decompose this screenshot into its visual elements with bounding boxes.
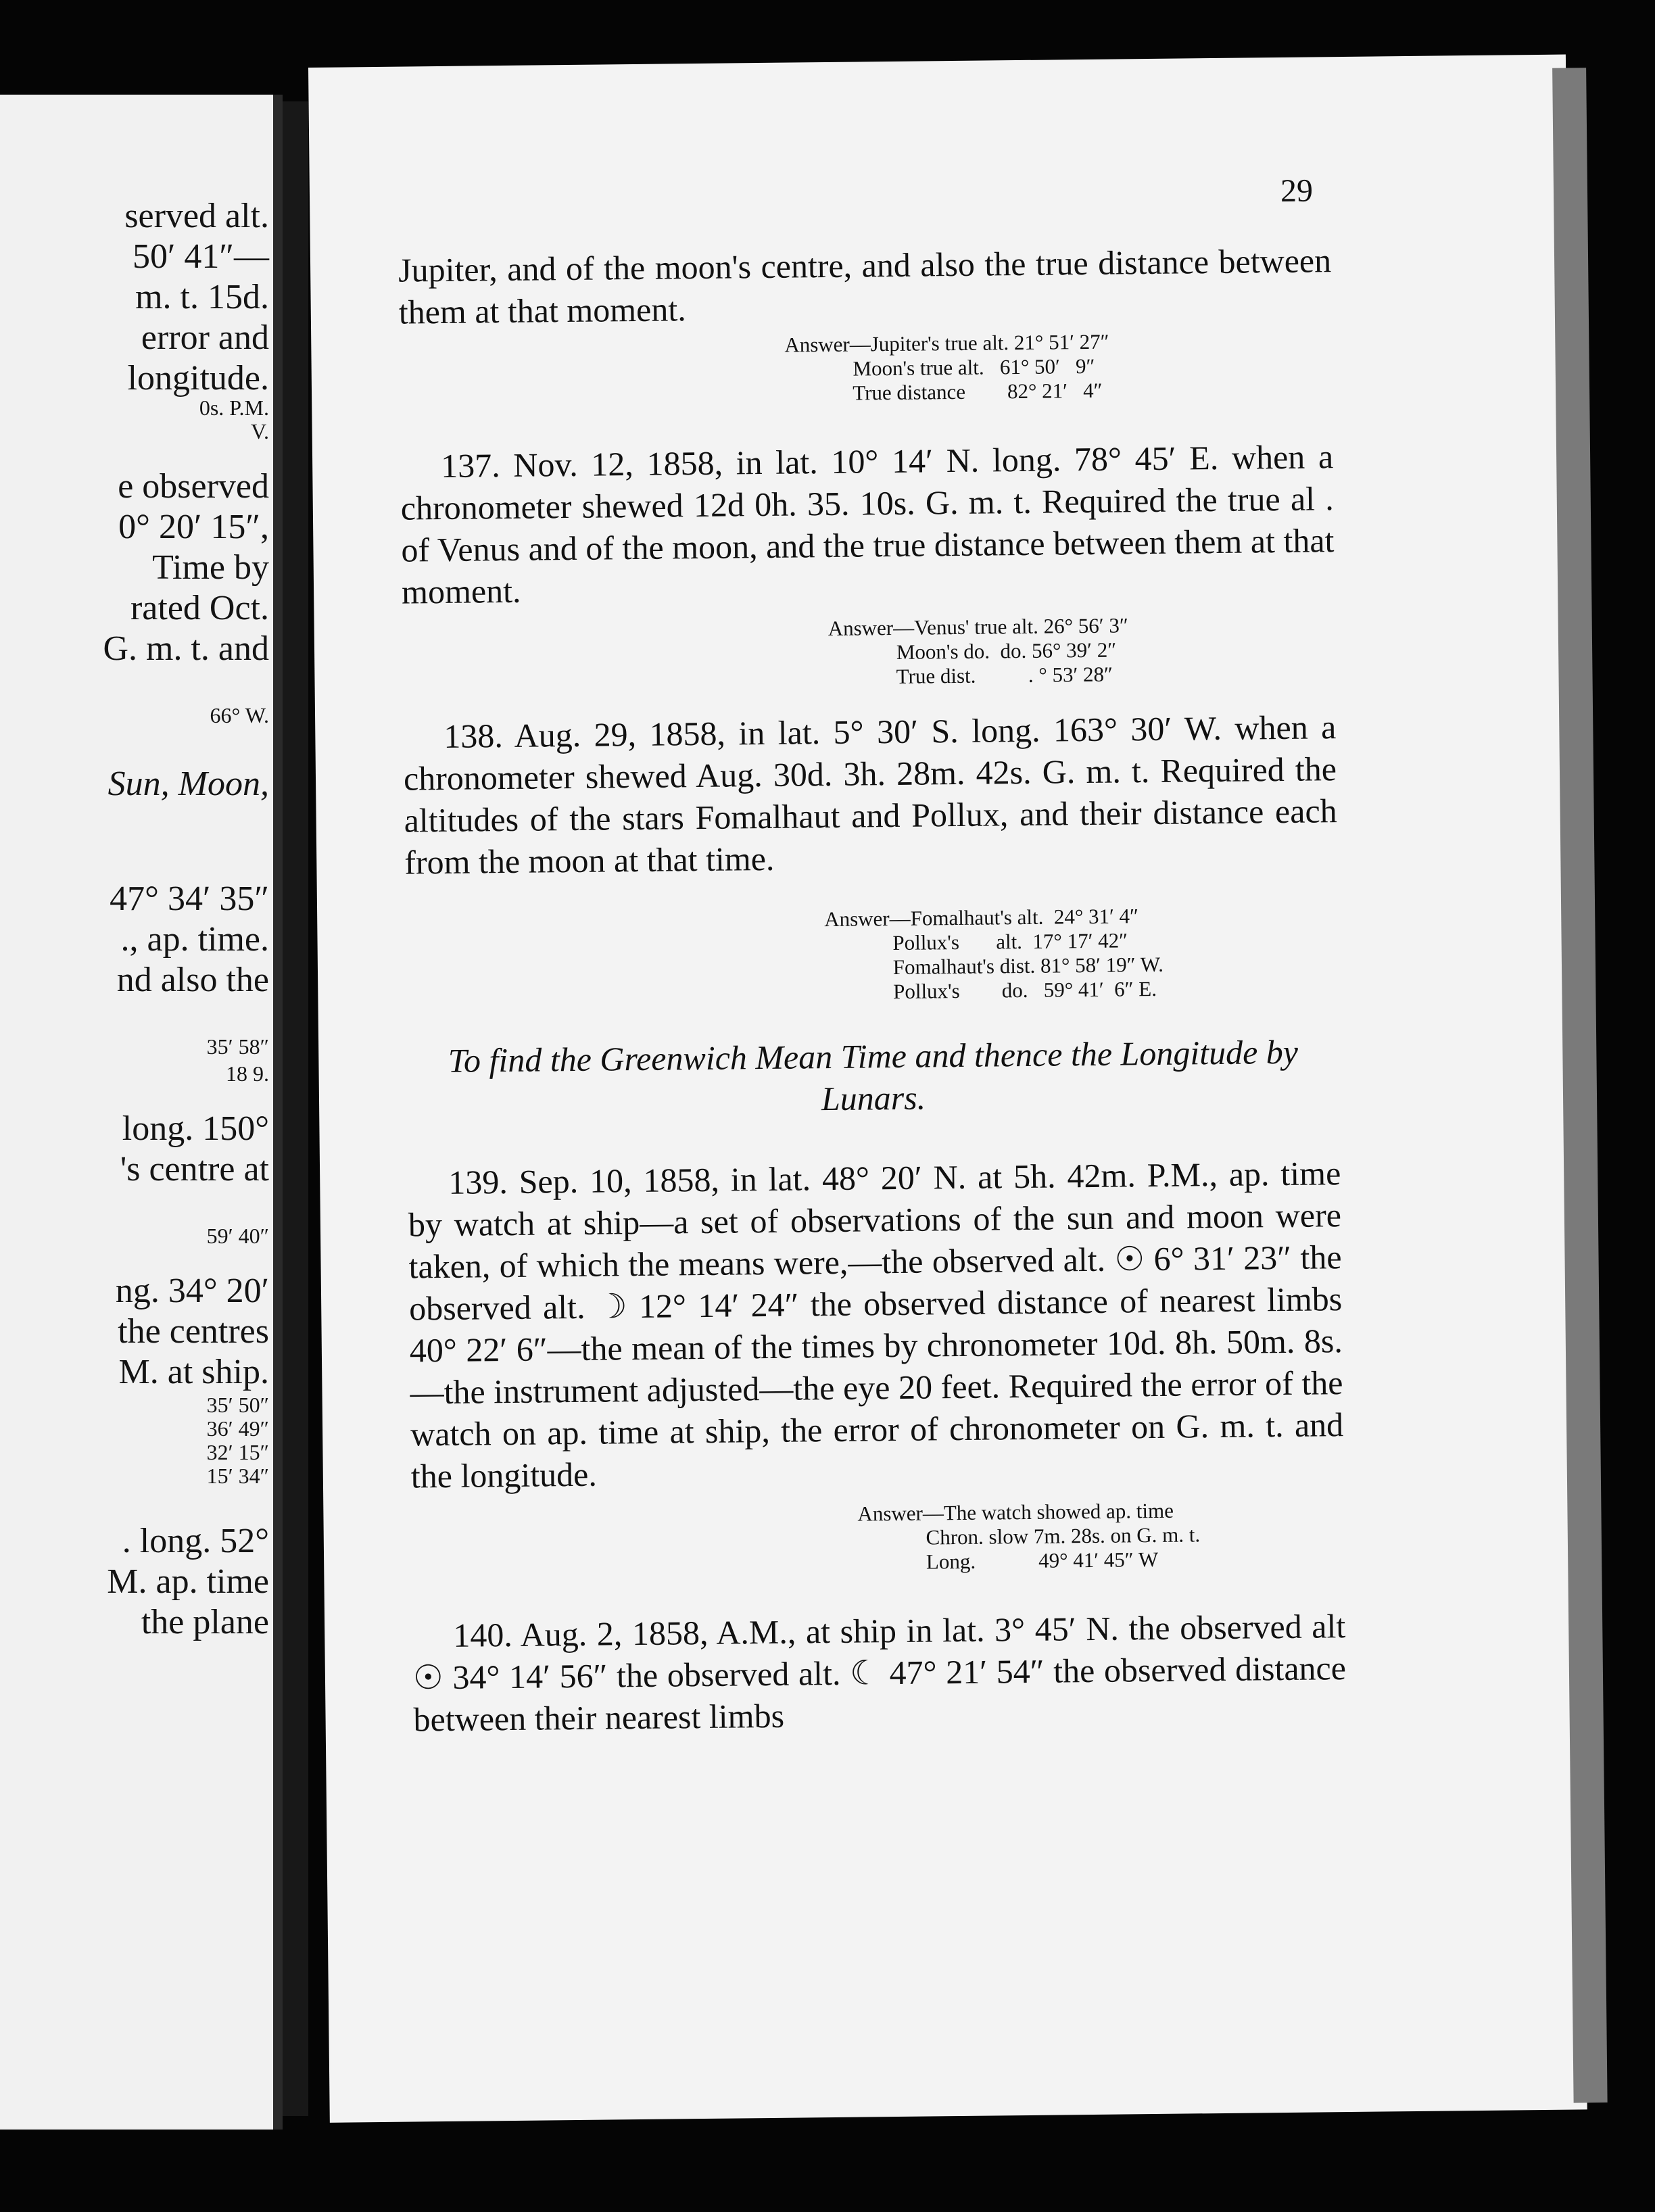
- problem-137: 137. Nov. 12, 1858, in lat. 10° 14′ N. long. 78° 45′ E. when a chronometer shewed 12d 0h. 35. 10s. G. m. t. Required the true al . of Venus and of the moon, and the true distance between them at that moment.: [400, 437, 1335, 611]
- left-page-fragment: M. at ship.: [118, 1353, 269, 1391]
- left-page-fragment: e observed: [118, 467, 269, 506]
- left-page-fragment: 47° 34′ 35″: [110, 880, 269, 918]
- left-page-fragment: m. t. 15d.: [135, 278, 269, 316]
- left-page-fragment: served alt.: [124, 197, 269, 235]
- left-page-fragment: 35′ 58″: [206, 1034, 269, 1059]
- problem-138: 138. Aug. 29, 1858, in lat. 5° 30′ S. long. 163° 30′ W. when a chronometer shewed Aug. 30d. 3h. 28m. 42s. G. m. t. Required the altitudes of the stars Fomalhaut and Pollux, and their distance each from the moon at that time.: [403, 708, 1337, 882]
- left-page-fragment: ng. 34° 20′: [115, 1272, 269, 1310]
- left-page-fragment: 15′ 34″: [206, 1464, 269, 1488]
- page-edge-shadow: [1552, 68, 1608, 2102]
- left-page-edge: [273, 95, 283, 2130]
- left-page-fragment: 's centre at: [120, 1150, 269, 1188]
- left-page-fragment: 0° 20′ 15″,: [118, 508, 269, 546]
- left-page-fragment: the plane: [141, 1603, 269, 1641]
- page-number: 29: [1280, 172, 1314, 209]
- left-page-fragment: rated Oct.: [130, 589, 269, 627]
- left-page-fragment: long. 150°: [122, 1109, 269, 1148]
- left-page-fragment: error and: [141, 318, 269, 357]
- left-page-fragment: ., ap. time.: [120, 920, 269, 959]
- left-page-fragment: 18 9.: [226, 1061, 269, 1086]
- answer-138: Answer—Fomalhaut's alt. 24° 31′ 4″ Pollux's alt. 17° 17′ 42″ Fomalhaut's dist. 81° 58′ 19″ W. Pollux's do. 59° 41′ 6″ E.: [824, 904, 1164, 1005]
- problem-136-continuation: Jupiter, and of the moon's centre, and also the true distance between them at that moment.: [398, 241, 1332, 331]
- right-page: [308, 55, 1587, 2123]
- left-page-fragment: 36′ 49″: [206, 1416, 269, 1441]
- left-page-fragment: V.: [251, 419, 269, 443]
- left-page-fragment: nd also the: [116, 961, 269, 999]
- problem-139: 139. Sep. 10, 1858, in lat. 48° 20′ N. at 5h. 42m. P.M., ap. time by watch at ship—a set of observations of the sun and moon were taken, of which the means were,—the observed alt. ☉ 6° 31′ 23″ the observed alt. ☽ 12° 14′ 24″ the observed distance of nearest limbs 40° 22′ 6″—the mean of the times by chronometer 10d. 8h. 50m. 8s.—the instrument adjusted—the eye 20 feet. Required the error of the watch on ap. time at ship, the error of chronometer on G. m. t. and the longitude.: [408, 1154, 1344, 1495]
- left-page-fragment: longitude.: [127, 359, 269, 398]
- left-page-fragment: 66° W.: [210, 703, 269, 727]
- left-page-fragment: 0s. P.M.: [199, 395, 269, 420]
- left-page-fragment: Sun, Moon,: [107, 765, 269, 803]
- section-heading: To find the Greenwich Mean Time and thence the Longitude by Lunars.: [448, 1032, 1299, 1118]
- problem-140: 140. Aug. 2, 1858, A.M., at ship in lat. 3° 45′ N. the observed alt ☉ 34° 14′ 56″ the observed alt. ☾ 47° 21′ 54″ the observed distance between their nearest limbs: [412, 1607, 1347, 1739]
- left-page-fragment: 32′ 15″: [206, 1440, 269, 1464]
- left-page-fragment: 35′ 50″: [206, 1393, 269, 1417]
- left-page-fragment: . long. 52°: [122, 1522, 269, 1560]
- left-page-fragment: G. m. t. and: [103, 629, 269, 668]
- left-page-fragment: 59′ 40″: [206, 1224, 269, 1248]
- left-page-fragment: Time by: [152, 548, 269, 587]
- answer-139: Answer—The watch showed ap. time Chron. slow 7m. 28s. on G. m. t. Long. 49° 41′ 45″ W: [857, 1498, 1201, 1574]
- answer-136: Answer—Jupiter's true alt. 21° 51′ 27″ Moon's true alt. 61° 50′ 9″ True distance 82° 21′ 4″: [784, 329, 1109, 406]
- left-page: [0, 95, 283, 2130]
- book-gutter: [283, 101, 308, 2116]
- left-page-fragment: the centres: [118, 1312, 269, 1351]
- left-page-fragment: 50′ 41″—: [132, 237, 269, 276]
- left-page-fragment: M. ap. time: [107, 1562, 269, 1601]
- answer-137: Answer—Venus' true alt. 26° 56′ 3″ Moon's do. do. 56° 39′ 2″ True dist. . ° 53′ 28″: [828, 613, 1128, 689]
